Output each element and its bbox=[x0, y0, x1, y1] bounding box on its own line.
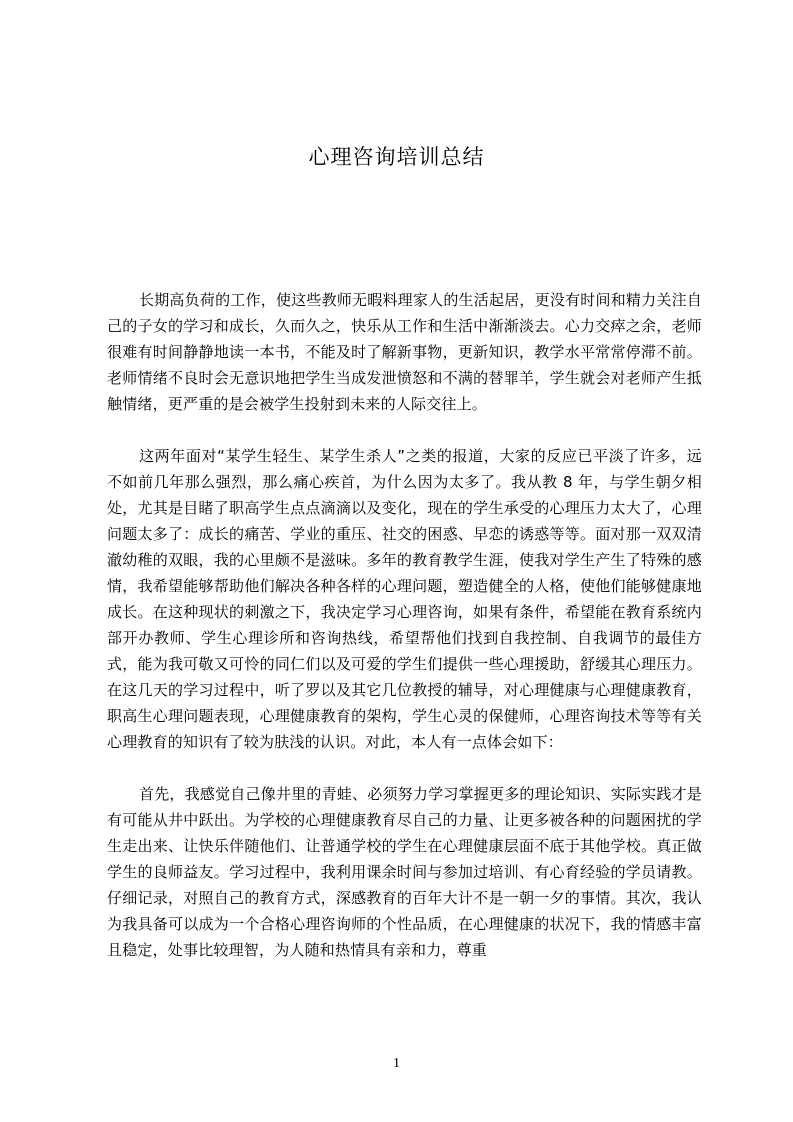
document-title: 心理咨询培训总结 bbox=[308, 145, 485, 169]
paragraph-3: 首先，我感觉自己像井里的青蛙、必须努力学习掌握更多的理论知识、实际实践才是有可能从井中跃出。为学校的心理健康教育尽自己的力量、让更多被各种的问题困扰的学生走出来、让快乐伴随他们、让普通学校的学生在心理健康层面不底于其他学校。真正做学生的良师益友。学习过程中，我利用课余时间与参加过培训、有心育经验的学员请教。仔细记录，对照自己的教育方式，深感教育的百年大计不是一朝一夕的事情。其次，我认为我具备可以成为一个合格心理咨询师的个性品质，在心理健康的状况下，我的情感丰富且稳定，处事比较理智，为人随和热情具有亲和力，尊重 bbox=[107, 785, 702, 959]
paragraph-2: 这两年面对“某学生轻生、某学生杀人”之类的报道，大家的反应已平淡了许多，远不如前几年那么强烈，那么痛心疾首，为什么因为太多了。我从教 8 年，与学生朝夕相处，尤其是目睹了职高学生点点滴滴以及变化，现在的学生承受的心理压力太大了，心理问题太多了：成长的痛苦、学业的重压、社交的困惑、早恋的诱惑等等。面对那一双双清澈幼稚的双眼，我的心里颇不是滋味。多年的教育教学生涯，使我对学生产生了特殊的感情，我希望能够帮助他们解决各种各样的心理问题，塑造健全的人格，使他们能够健康地成长。在这种现状的刺激之下，我决定学习心理咨询，如果有条件，希望能在教育系统内部开办教师、学生心理诊所和咨询热线，希望帮他们找到自我控制、自我调节的最佳方式，能为我可敬又可怜的同仁们以及可爱的学生们提供一些心理援助，舒缓其心理压力。在这几天的学习过程中，听了罗以及其它几位教授的辅导，对心理健康与心理健康教育，职高生心理问题表现，心理健康教育的架构，学生心灵的保健师，心理咨询技术等等有关心理教育的知识有了较为肤浅的认识。对此，本人有一点体会如下： bbox=[107, 447, 702, 751]
paragraph-1: 长期高负荷的工作，使这些教师无暇料理家人的生活起居，更没有时间和精力关注自己的子女的学习和成长，久而久之，快乐从工作和生活中渐渐淡去。心力交瘁之余，老师很难有时间静静地读一本书，不能及时了解新事物，更新知识，教学水平常常停滞不前。老师情绪不良时会无意识地把学生当成发泄愤怒和不满的替罪羊，学生就会对老师产生抵触情绪，更严重的是会被学生投射到未来的人际交往上。 bbox=[107, 291, 702, 413]
document-body bbox=[107, 287, 702, 989]
page-number: 1 bbox=[393, 1056, 400, 1071]
